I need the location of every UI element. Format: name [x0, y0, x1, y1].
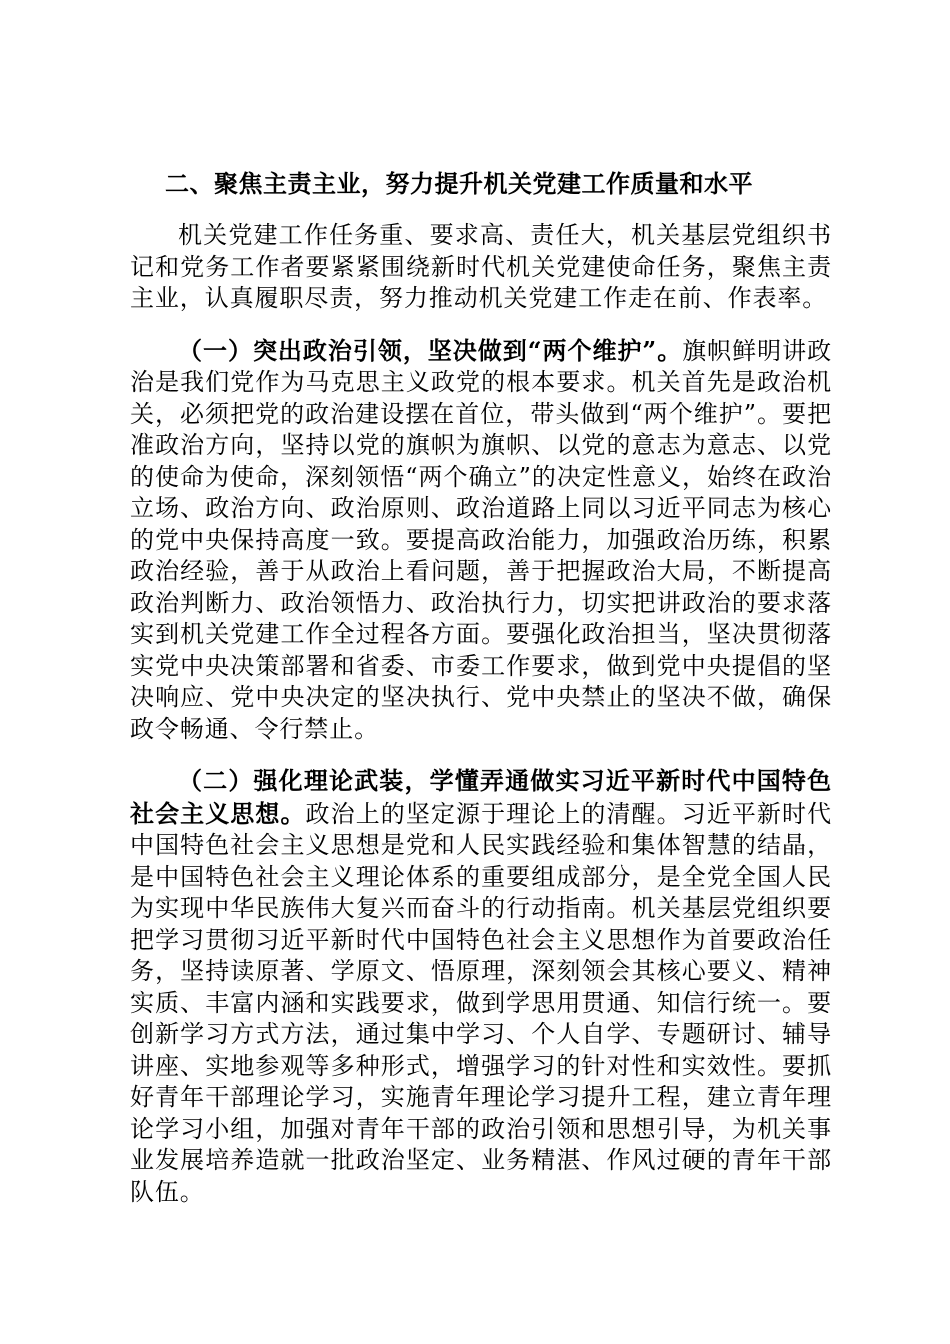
subsection-2-paragraph [130, 765, 832, 1208]
subsection-2-heading: （二）强化理论武装，学懂弄通做实习近平新时代中国特色社会主义思想。 [130, 766, 832, 828]
intro-paragraph: 机关党建工作任务重、要求高、责任大，机关基层党组织书记和党务工作者要紧紧围绕新时代机关党建使命任务，聚焦主责主业，认真履职尽责，努力推动机关党建工作走在前、作表率。 [130, 221, 832, 312]
subsection-1-heading: （一）突出政治引领，坚决做到“两个维护”。 [178, 335, 683, 365]
subsection-1-body: 旗帜鲜明讲政治是我们党作为马克思主义政党的根本要求。机关首先是政治机关，必须把党的政治建设摆在首位，带头做到“两个维护”。要把准政治方向，坚持以党的旗帜为旗帜、以党的意志为意志、以党的使命为使命，深刻领悟“两个确立”的决定性意义，始终在政治立场、政治方向、政治原则、政治道路上同以习近平同志为核心的党中央保持高度一致。要提高政治能力，加强政治历练，积累政治经验，善于从政治上看问题，善于把握政治大局，不断提高政治判断力、政治领悟力、政治执行力，切实把讲政治的要求落实到机关党建工作全过程各方面。要强化政治担当，坚决贯彻落实党中央决策部署和省委、市委工作要求，做到党中央提倡的坚决响应、党中央决定的坚决执行、党中央禁止的坚决不做，确保政令畅通、令行禁止。 [130, 336, 832, 743]
section-heading: 二、聚焦主责主业，努力提升机关党建工作质量和水平 [165, 169, 753, 198]
subsection-1-paragraph [130, 335, 832, 746]
document-page [130, 166, 832, 1228]
subsection-2-body: 政治上的坚定源于理论上的清醒。习近平新时代中国特色社会主义思想是党和人民实践经验和集体智慧的结晶，是中国特色社会主义理论体系的重要组成部分，是全党全国人民为实现中华民族伟大复兴而奋斗的行动指南。机关基层党组织要把学习贯彻习近平新时代中国特色社会主义思想作为首要政治任务，坚持读原著、学原文、悟原理，深刻领会其核心要义、精神实质、丰富内涵和实践要求，做到学思用贯通、知信行统一。要创新学习方式方法，通过集中学习、个人自学、专题研讨、辅导讲座、实地参观等多种形式，增强学习的针对性和实效性。要抓好青年干部理论学习，实施青年理论学习提升工程，建立青年理论学习小组，加强对青年干部的政治引领和思想引导，为机关事业发展培养造就一批政治坚定、业务精湛、作风过硬的青年干部队伍。 [130, 799, 832, 1206]
